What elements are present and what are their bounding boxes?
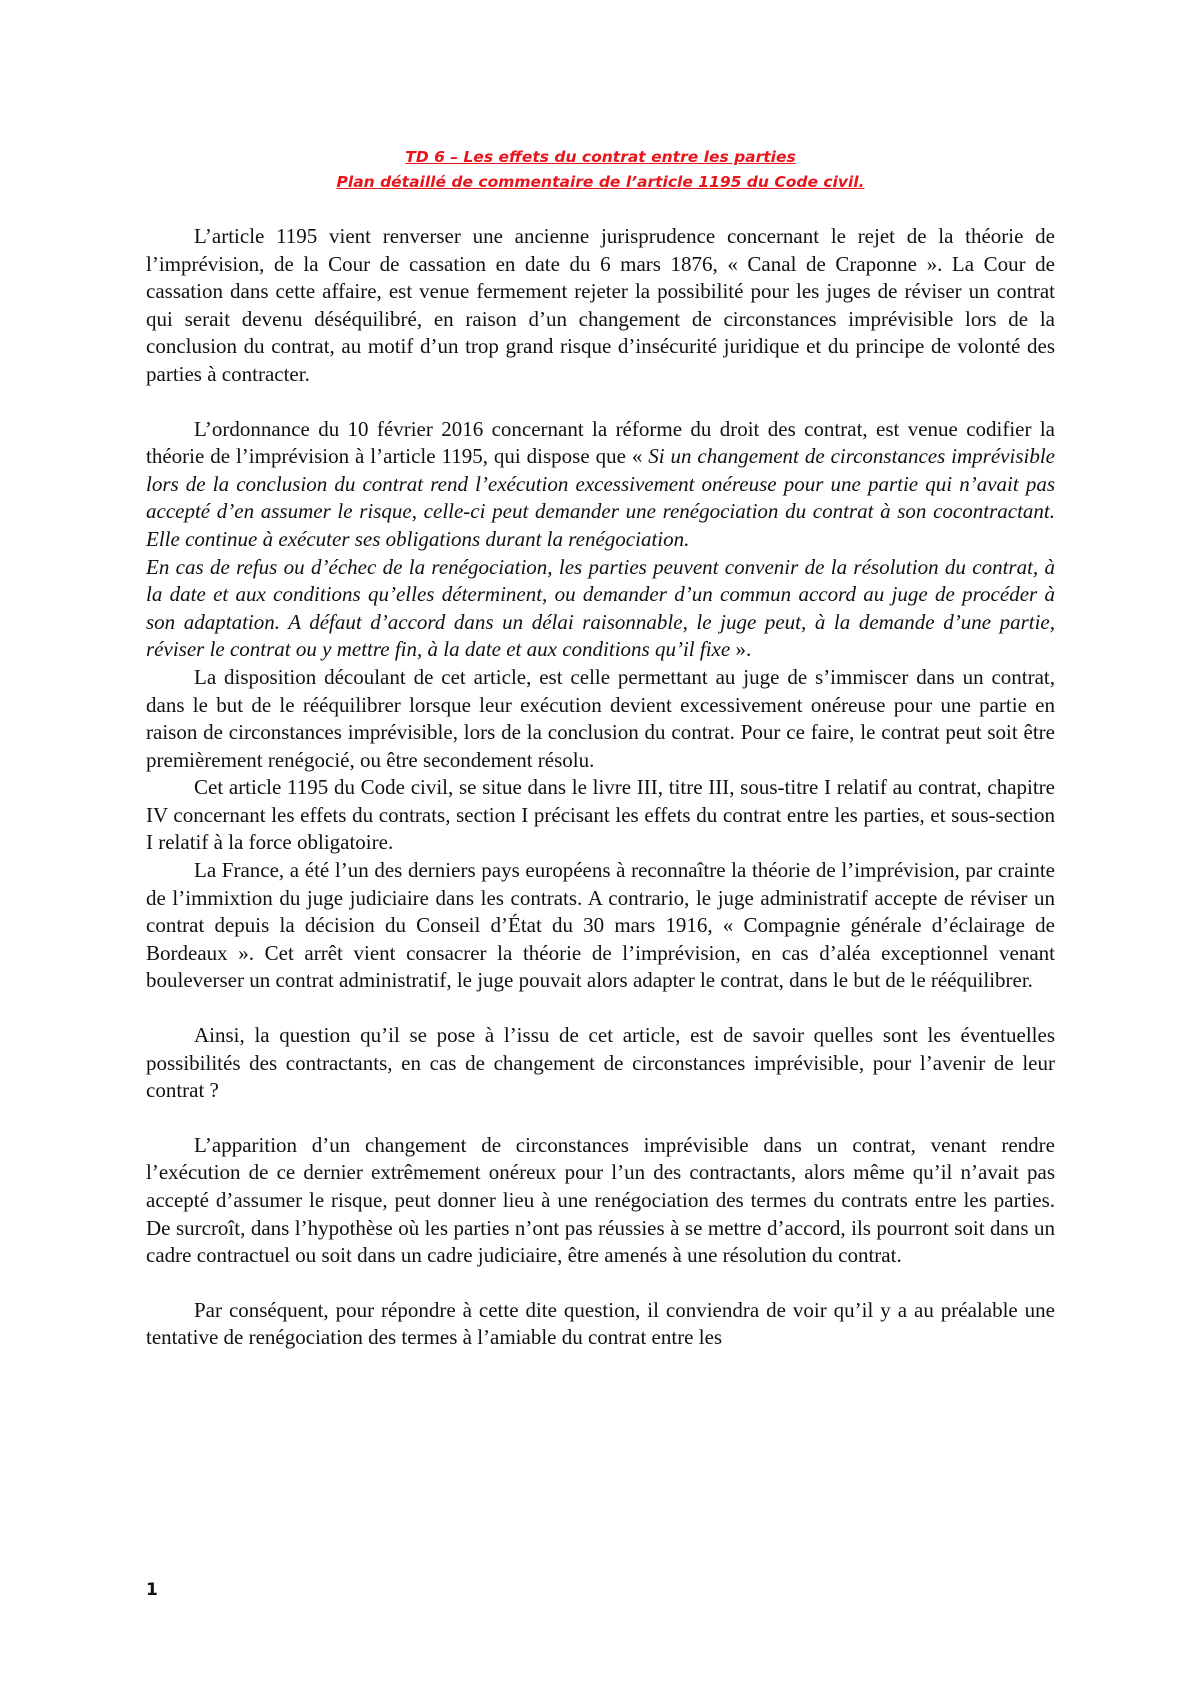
paragraph-france: La France, a été l’un des derniers pays européens à reconnaître la théorie de l’imprévision, par crainte de l’immixtion du juge judiciaire dans les contrats. A contrario, le juge administratif accepte de réviser un contrat depuis la décision du Conseil d’État du 30 mars 1916, « Compagnie générale d’éclairage de Bordeaux ». Cet arrêt vient consacrer la théorie de l’imprévision, en cas d’aléa exceptionnel venant bouleverser un contrat administratif, le juge pouvait alors adapter le contrat, dans le but de le rééquilibrer.	[146, 858, 1055, 993]
paragraph-question: Ainsi, la question qu’il se pose à l’issu de cet article, est de savoir quelles sont les éventuelles possibilités des contractants, en cas de changement de circonstances imprévisible, pour l’avenir de leur contrat ?	[146, 1023, 1055, 1103]
paragraph-answer: L’apparition d’un changement de circonstances imprévisible dans un contrat, venant rendre l’exécution de ce dernier extrêmement onéreux pour l’un des contractants, alors même qu’il n’avait pas accepté d’assumer le risque, peut donner lieu à une renégociation des termes du contrats entre les parties. De surcroît, dans l’hypothèse où les parties n’ont pas réussies à se mettre d’accord, ils pourront soit dans un cadre contractuel ou soit dans un cadre judiciaire, être amenés à une résolution du contrat.	[146, 1132, 1055, 1268]
document-page	[146, 145, 1055, 1352]
paragraph-plan: Par conséquent, pour répondre à cette dite question, il conviendra de voir qu’il y a au préalable une tentative de renégociation des termes à l’amiable du contrat entre les	[146, 1297, 1055, 1350]
paragraph-intro: L’article 1195 vient renverser une ancienne jurisprudence concernant le rejet de la théorie de l’imprévision, de la Cour de cassation en date du 6 mars 1876, « Canal de Craponne ». La Cour de cassation dans cette affaire, est venue fermement rejeter la possibilité pour les juges de réviser un contrat qui serait devenu déséquilibré, en raison d’un changement de circonstances imprévisible lors de la conclusion du contrat, au motif d’un trop grand risque d’insécurité juridique et du principe de volonté des parties à contracter.	[146, 224, 1055, 386]
title-line-2: Plan détaillé de commentaire de l’article 1195 du Code civil.	[336, 173, 865, 191]
document-body	[146, 223, 1055, 1352]
quote-close: ».	[730, 637, 752, 662]
paragraph-placement: Cet article 1195 du Code civil, se situe dans le livre III, titre III, sous-titre I relatif au contrat, chapitre IV concernant les effets du contrats, section I précisant les effets du contrat entre les parties, et sous-section I relatif à la force obligatoire.	[146, 775, 1055, 855]
paragraph-disposition: La disposition découlant de cet article, est celle permettant au juge de s’immiscer dans un contrat, dans le but de le rééquilibrer lorsque leur exécution devient excessivement onéreuse pour une partie en raison de circonstances imprévisible, lors de la conclusion du contrat. Pour ce faire, le contrat peut soit être premièrement renégocié, ou être secondement résolu.	[146, 664, 1055, 772]
document-title	[146, 145, 1055, 195]
paragraph-article-quote	[146, 554, 1055, 664]
paragraph-ordonnance	[146, 416, 1055, 554]
page-number: 1	[146, 1580, 158, 1600]
article-quote-part-2: En cas de refus ou d’échec de la renégociation, les parties peuvent convenir de la résolution du contrat, à la date et aux conditions qu’elles déterminent, ou demander d’un commun accord au juge de procéder à son adaptation. A défaut d’accord dans un délai raisonnable, le juge peut, à la demande d’une partie, réviser le contrat ou y mettre fin, à la date et aux conditions qu’il fixe	[146, 554, 1055, 662]
ordonnance-text: L’ordonnance du 10 février 2016 concernant la réforme du droit des contrat, est venue codifier la théorie de l’imprévision à l’article 1195, qui dispose que «	[146, 416, 1055, 469]
article-quote-part-1: Si un changement de circonstances imprévisible lors de la conclusion du contrat rend l’exécution excessivement onéreuse pour une partie qui n’avait pas accepté d’en assumer le risque, celle-ci peut demander une renégociation du contrat à son cocontractant. Elle continue à exécuter ses obligations durant la renégociation.	[146, 444, 1055, 551]
title-line-1: TD 6 – Les effets du contrat entre les parties	[405, 148, 796, 166]
